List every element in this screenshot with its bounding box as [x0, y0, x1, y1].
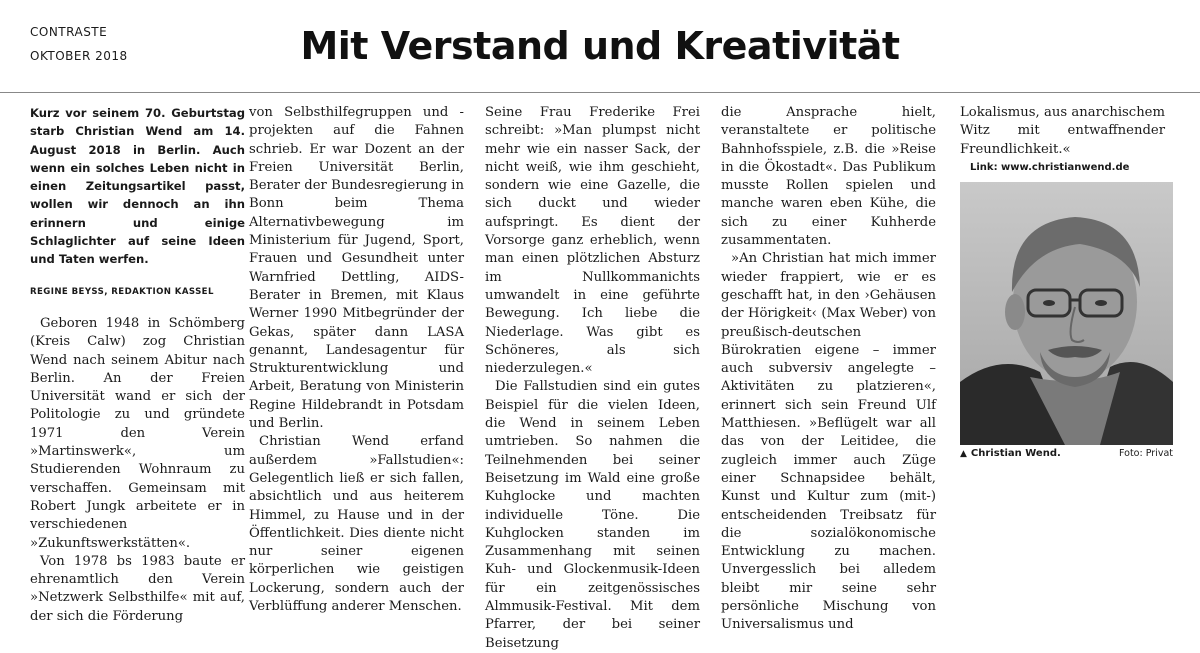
article-column-5	[960, 104, 1165, 177]
portrait-photo	[960, 182, 1173, 445]
paragraph-2-part-a: Von 1978 bs 1983 baute er ehrenamtlich den Verein »Netzwerk Selbsthilfe« mit auf, der sich die Förderung	[30, 553, 245, 624]
photo-credit: Foto: Privat	[1119, 448, 1173, 459]
issue-date: OKTOBER 2018	[30, 49, 128, 63]
article-column-4	[721, 104, 936, 635]
paragraph-5-part-a: »An Christian hat mich immer wieder frappiert, wie er es geschafft hat, in den ›Gehäusen der Hörigkeit‹ (Max Weber) von preußisch-deutschen Bürokratien eigene – immer auch subversiv angelegte – Aktivitäten zu platzieren«, erinnert sich sein Freund Ulf Matthiesen. »Beflügelt war all das von der Leitidee, die zugleich immer auch Züge einer Schnapsidee behält, Kunst und Kultur zum (mit-) entscheidenden Treibsatz für die sozialökonomische Entwicklung zu machen. Unvergesslich bei alledem bleibt mir seine sehr persönliche Mischung von Universalismus und	[721, 251, 936, 633]
paragraph-3-part-a: Christian Wend erfand außerdem »Fallstudien«: Gelegentlich ließ er sich fallen, absichtlich und aus heiterem Himmel, zu Hause und in der Öffentlichkeit. Dies diente nicht nur seiner eigenen körperlichen wie geistigen Lockerung, sondern auch der Verblüffung anderer Menschen.	[249, 434, 464, 615]
photo-caption	[960, 448, 1173, 459]
triangle-up-icon: ▲	[960, 448, 967, 459]
article-lead: Kurz vor seinem 70. Geburtstag starb Christian Wend am 14. August 2018 in Berlin. Auch wenn ein solches Leben nicht in einen Zeitungsartikel passt, wollen wir dennoch an ihn erinnern und einige Schlaglichter auf seine Ideen und Taten werfen.	[30, 106, 245, 267]
link-line: Link: www.christianwend.de	[970, 161, 1130, 173]
article-byline: REGINE BEYSS, REDAKTION KASSEL	[30, 286, 214, 297]
portrait-illustration	[960, 182, 1173, 445]
paragraph-4-part-b: die Ansprache hielt, veranstaltete er politische Bahnhofsspiele, z.B. die »Reise in die Ökostadt«. Das Publikum musste Rollen spielen und manche waren eben Kühe, die sich zu einer Kuhherde zusammentaten.	[721, 105, 936, 249]
paragraph-4-part-a: Die Fallstudien sind ein gutes Beispiel für die vielen Ideen, die Wend in seinem Leben umtrieben. So nahmen die Teilnehmenden bei seiner Beisetzung im Wald eine große Kuhglocke und machten individuelle Töne. Die Kuhglocken standen im Zusammenhang mit seinen Kuh- und Glockenmusik-Ideen für ein zeitgenössisches Almmusik-Festival. Mit dem Pfarrer, der bei seiner Beisetzung	[485, 379, 700, 651]
article-column-3	[485, 104, 700, 653]
article-column-1	[30, 104, 245, 626]
paragraph-2-part-b: von Selbsthilfegruppen und -projekten auf die Fahnen schrieb. Er war Dozent an der Freien Universität Berlin, Berater der Bundesregierung in Bonn beim Thema Alternativbewegung im Ministerium für Jugend, Sport, Frauen und Gesundheit unter Warnfried Dettling, AIDS-Berater in Bremen, mit Klaus Werner 1990 Mitbegründer der Gekas, später dann LASA genannt, Landesagentur für Strukturentwicklung und Arbeit, Beratung von Ministerin Regine Hildebrandt in Potsdam und Berlin.	[249, 105, 464, 432]
paragraph-1-part-a: Geboren 1948 in Schömberg (Kreis Calw) zog Christian Wend nach seinem Abitur nach Berlin. An der Freien Universität wand er sich der Politologie zu und gründete 1971 den Verein »Martinswerk«, um Studierenden Wohnraum zu verschaffen. Gemeinsam mit Robert Jungk arbeitete er in verschiedenen »Zukunftswerkstätten«.	[30, 315, 245, 551]
publication-name: CONTRASTE	[30, 25, 108, 39]
caption-text-group	[960, 448, 1061, 459]
paragraph-3-part-b: Seine Frau Frederike Frei schreibt: »Man plumpst nicht mehr wie ein nasser Sack, der nicht weiß, wie ihm geschieht, sondern wie eine Gazelle, die sich duckt und wieder aufspringt. Es dient der Vorsorge ganz erheblich, wenn man einen plötzlichen Absturz im Nullkommanichts umwandelt in eine geführte Bewegung. Ich liebe die Niederlage. Was gibt es Schöneres, als sich niederzulegen.«	[485, 105, 700, 377]
header-divider	[0, 92, 1200, 93]
caption-text: Christian Wend.	[970, 448, 1061, 459]
paragraph-5-part-b: Lokalismus, aus anarchischem Witz mit entwaffnender Freundlichkeit.«	[960, 105, 1165, 157]
article-headline: Mit Verstand und Kreativität	[300, 24, 900, 68]
article-column-2	[249, 104, 464, 616]
